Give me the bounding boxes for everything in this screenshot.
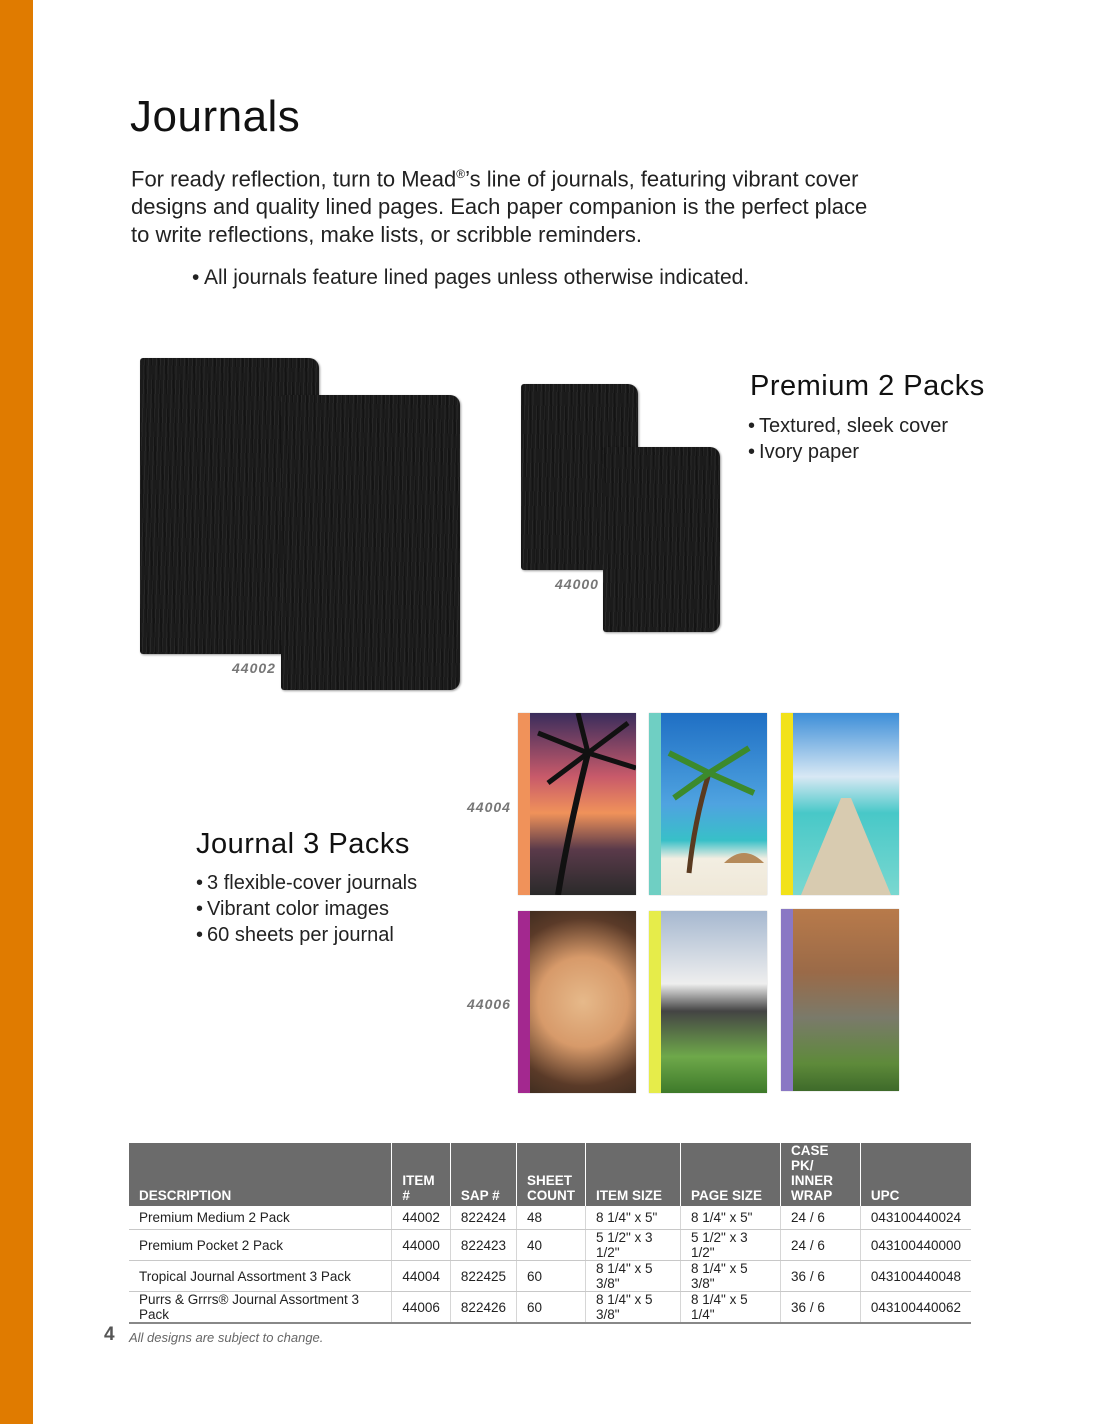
cell-item-size: 8 1/4" x 5" <box>585 1206 680 1230</box>
cell-sap-number: 822423 <box>450 1230 516 1261</box>
cell-item-number: 44006 <box>392 1292 451 1324</box>
cell-item-number: 44004 <box>392 1261 451 1292</box>
column-header-case-pack: CASE PK/ INNER WRAP <box>781 1143 861 1206</box>
puppy-cover <box>518 911 636 1093</box>
item-code-44000: 44000 <box>555 576 599 592</box>
three-pack-feature-item: • 60 sheets per journal <box>196 922 417 948</box>
three-pack-feature-item: • Vibrant color images <box>196 896 417 922</box>
lined-pages-note: • All journals feature lined pages unless otherwise indicated. <box>192 266 750 289</box>
table-row <box>129 1292 971 1324</box>
orange-side-bar <box>0 0 33 1424</box>
cell-description: Purrs & Grrrs® Journal Assortment 3 Pack <box>129 1292 392 1324</box>
intro-paragraph: For ready reflection, turn to Mead®’s line of journals, featuring vibrant cover designs and quality lined pages. Each paper companion is the perfect place to write reflections, make lists, or scribble reminders. <box>131 166 868 248</box>
premium-feature-item: • Textured, sleek cover <box>748 413 948 439</box>
cell-page-size: 8 1/4" x 5" <box>681 1206 781 1230</box>
kitten-flowers-cover <box>781 909 899 1091</box>
cell-item-size: 5 1/2" x 3 1/2" <box>585 1230 680 1261</box>
cell-sheet-count: 48 <box>516 1206 585 1230</box>
column-header-page-size: PAGE SIZE <box>681 1143 781 1206</box>
cell-description: Premium Pocket 2 Pack <box>129 1230 392 1261</box>
product-spec-table <box>129 1143 971 1324</box>
cell-description: Tropical Journal Assortment 3 Pack <box>129 1261 392 1292</box>
cell-upc: 043100440062 <box>860 1292 971 1324</box>
footer-disclaimer: All designs are subject to change. <box>129 1330 324 1345</box>
premium-features-list <box>748 413 948 465</box>
cell-item-size: 8 1/4" x 5 3/8" <box>585 1292 680 1324</box>
column-header-sap: SAP # <box>450 1143 516 1206</box>
premium-feature-item: • Ivory paper <box>748 439 948 465</box>
cell-sheet-count: 60 <box>516 1261 585 1292</box>
three-pack-features-list <box>196 870 417 948</box>
item-code-44004: 44004 <box>467 799 511 815</box>
cell-page-size: 8 1/4" x 5 1/4" <box>681 1292 781 1324</box>
puppy-kitten-cover <box>649 911 767 1093</box>
cell-item-number: 44002 <box>392 1206 451 1230</box>
three-pack-feature-item: • 3 flexible-cover journals <box>196 870 417 896</box>
palm-sunset-cover <box>518 713 636 895</box>
cell-page-size: 8 1/4" x 5 3/8" <box>681 1261 781 1292</box>
cell-sap-number: 822424 <box>450 1206 516 1230</box>
palm-beach-cover <box>649 713 767 895</box>
page-number: 4 <box>104 1324 115 1345</box>
cell-item-size: 8 1/4" x 5 3/8" <box>585 1261 680 1292</box>
journal-3-packs-heading: Journal 3 Packs <box>196 828 410 860</box>
cell-sheet-count: 40 <box>516 1230 585 1261</box>
cell-upc: 043100440000 <box>860 1230 971 1261</box>
column-header-sheet-count: SHEET COUNT <box>516 1143 585 1206</box>
premium-medium-journal-front <box>281 395 460 690</box>
cell-case-pack: 36 / 6 <box>781 1261 861 1292</box>
table-header-row <box>129 1143 971 1206</box>
cell-sap-number: 822425 <box>450 1261 516 1292</box>
cell-item-number: 44000 <box>392 1230 451 1261</box>
column-header-item-size: ITEM SIZE <box>585 1143 680 1206</box>
column-header-item: ITEM # <box>392 1143 451 1206</box>
item-code-44002: 44002 <box>232 660 276 676</box>
cell-sap-number: 822426 <box>450 1292 516 1324</box>
table-row <box>129 1230 971 1261</box>
column-header-description: DESCRIPTION <box>129 1143 392 1206</box>
cell-page-size: 5 1/2" x 3 1/2" <box>681 1230 781 1261</box>
table-row <box>129 1261 971 1292</box>
column-header-upc: UPC <box>860 1143 971 1206</box>
premium-2-packs-heading: Premium 2 Packs <box>750 370 985 402</box>
page-title: Journals <box>130 92 301 141</box>
pier-ocean-cover <box>781 713 899 895</box>
cell-upc: 043100440024 <box>860 1206 971 1230</box>
table-row <box>129 1206 971 1230</box>
cell-case-pack: 24 / 6 <box>781 1230 861 1261</box>
premium-pocket-journal-front <box>603 447 720 632</box>
cell-case-pack: 36 / 6 <box>781 1292 861 1324</box>
cell-description: Premium Medium 2 Pack <box>129 1206 392 1230</box>
cell-case-pack: 24 / 6 <box>781 1206 861 1230</box>
cell-sheet-count: 60 <box>516 1292 585 1324</box>
cell-upc: 043100440048 <box>860 1261 971 1292</box>
item-code-44006: 44006 <box>467 996 511 1012</box>
